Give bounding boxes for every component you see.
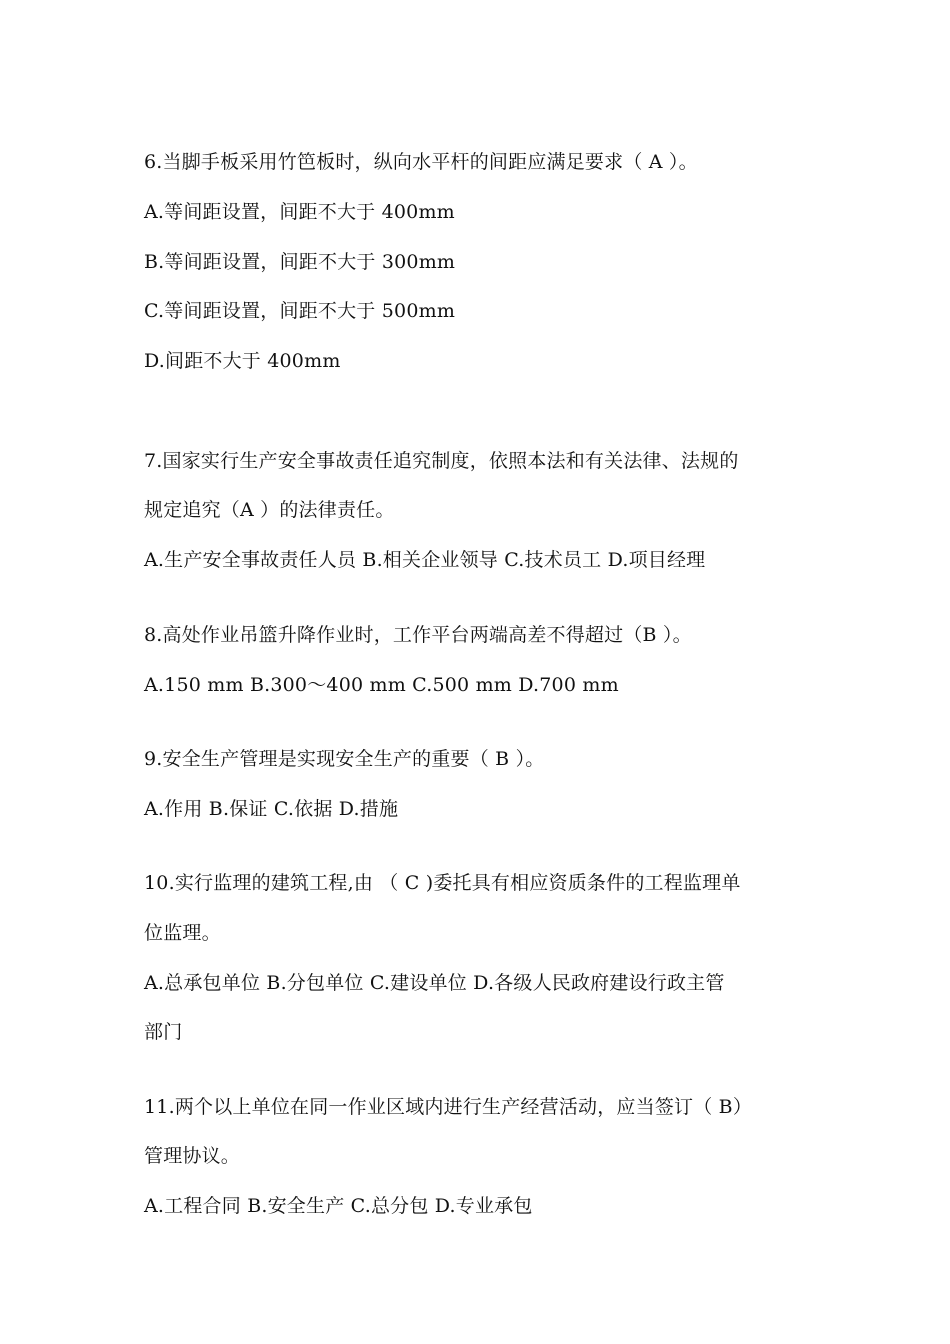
question-7-stem-line-2: 规定追究（A ）的法律责任。 <box>144 499 395 521</box>
question-10-stem-line-2: 位监理。 <box>144 922 221 944</box>
question-10-stem-line-1: 10.实行监理的建筑工程,由 （ C )委托具有相应资质条件的工程监理单 <box>144 872 741 894</box>
question-11-stem-line-2: 管理协议。 <box>144 1145 241 1167</box>
question-7-stem-line-1: 7.国家实行生产安全事故责任追究制度，依照本法和有关法律、法规的 <box>144 450 739 472</box>
question-8-stem: 8.高处作业吊篮升降作业时，工作平台两端高差不得超过（B ）。 <box>144 624 692 646</box>
question-6-option-d: D.间距不大于 400mm <box>144 350 341 372</box>
question-6-option-b: B.等间距设置，间距不大于 300mm <box>144 251 456 273</box>
question-8-options: A.150 mm B.300～400 mm C.500 mm D.700 mm <box>144 674 619 696</box>
question-7-options: A.生产安全事故责任人员 B.相关企业领导 C.技术员工 D.项目经理 <box>144 549 706 571</box>
question-11-stem-line-1: 11.两个以上单位在同一作业区域内进行生产经营活动，应当签订（ B） <box>144 1096 753 1118</box>
question-6-stem: 6.当脚手板采用竹笆板时，纵向水平杆的间距应满足要求（ A ）。 <box>144 151 698 173</box>
question-10-options-line-2: 部门 <box>144 1021 183 1043</box>
question-9-options: A.作用 B.保证 C.依据 D.措施 <box>144 798 399 820</box>
question-6-option-a: A.等间距设置，间距不大于 400mm <box>144 201 455 223</box>
question-11-options: A.工程合同 B.安全生产 C.总分包 D.专业承包 <box>144 1195 533 1217</box>
question-9-stem: 9.安全生产管理是实现安全生产的重要（ B ）。 <box>144 748 545 770</box>
question-10-options-line-1: A.总承包单位 B.分包单位 C.建设单位 D.各级人民政府建设行政主管 <box>144 972 725 994</box>
question-6-option-c: C.等间距设置，间距不大于 500mm <box>144 300 456 322</box>
